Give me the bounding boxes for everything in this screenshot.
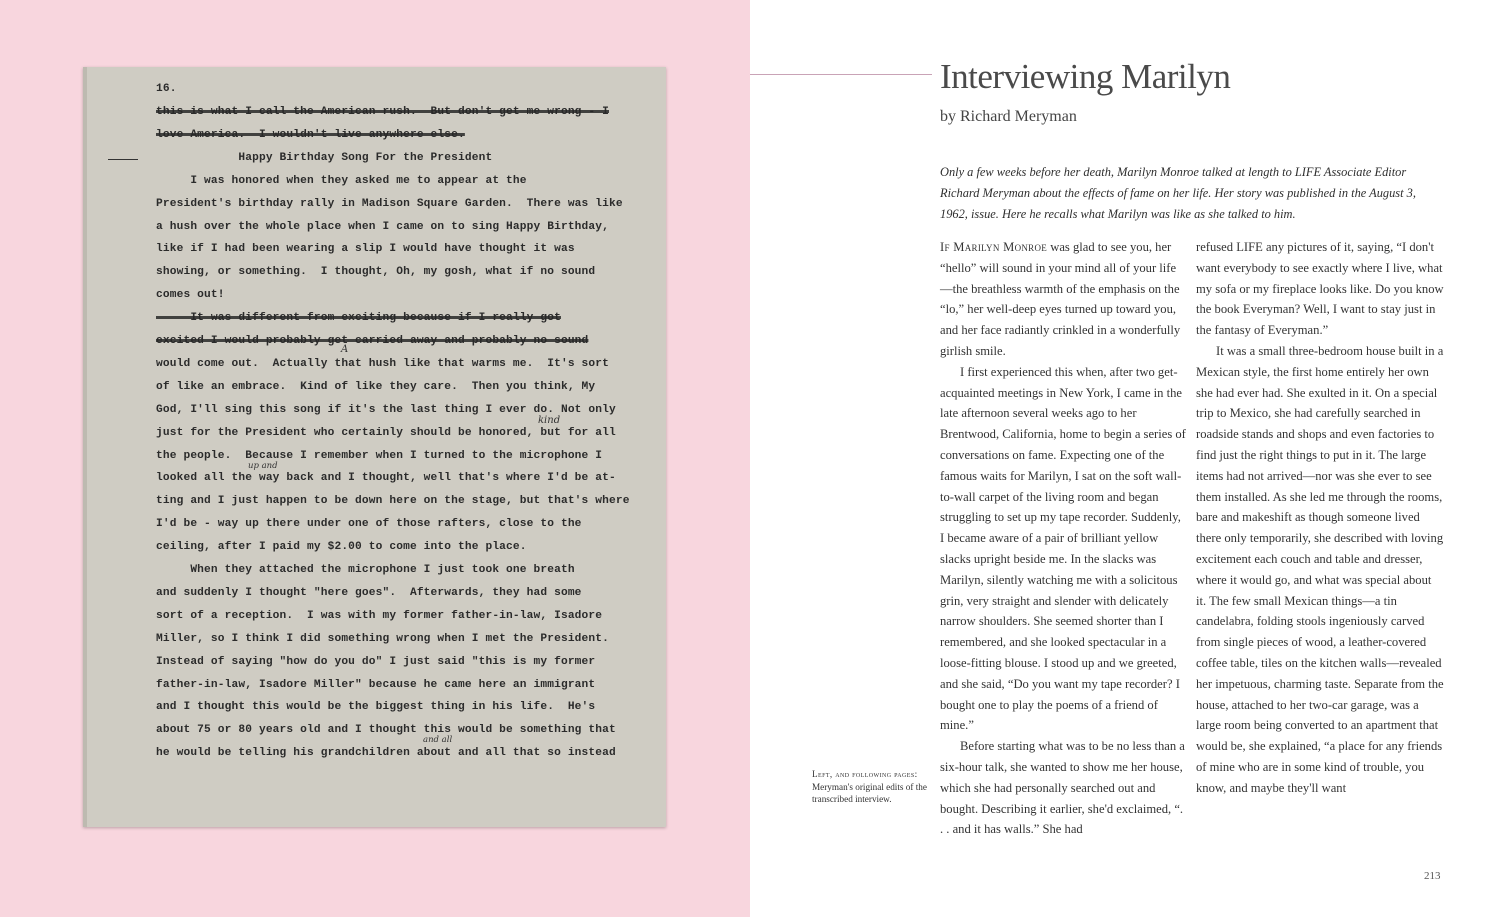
title-rule — [750, 74, 932, 75]
transcript-line: would come out. Actually that hush like that warms me. It's sort — [156, 357, 609, 370]
handwritten-kind: kind — [538, 415, 561, 426]
paragraph-1-text: was glad to see you, her “hello” will sound in your mind all of your life—the breathless warmth of the emphasis on the “lo,” her well-deep eyes turned up toward you, and her face radiantly crinkled in a wonderfully girlish smile. — [940, 240, 1181, 358]
transcript-line: Miller, so I think I did something wrong when I met the President. — [156, 632, 609, 645]
transcript-line: President's birthday rally in Madison Square Garden. There was like — [156, 197, 623, 210]
caption-lead: Left, and following pages: — [812, 769, 918, 779]
transcript-line: I'd be - way up there under one of those rafters, close to the — [156, 518, 582, 531]
transcript-line: Happy Birthday Song For the President — [156, 151, 493, 164]
paragraph-1 — [940, 237, 1188, 362]
caption-text: Meryman's original edits of the transcribed interview. — [812, 781, 927, 804]
transcript-line: ting and I just happen to be down here on the stage, but that's where — [156, 495, 630, 508]
transcript-line: just for the President who certainly should be honored, but for all — [156, 426, 616, 439]
handwritten-insert-a: A — [341, 344, 349, 355]
image-caption — [812, 768, 932, 806]
article-column-2 — [1196, 237, 1444, 799]
transcript-page-number: 16. — [156, 83, 177, 95]
transcript-line: looked all the way back and I thought, well that's where I'd be at- — [156, 472, 616, 485]
transcript-line: about 75 or 80 years old and I thought this would be something that — [156, 724, 616, 737]
transcript-line: this is what I call the American rush. But don't get me wrong - I — [156, 106, 609, 118]
transcript-line: excited I would probably get carried away and probably no sound — [156, 335, 589, 347]
paragraph-4: refused LIFE any pictures of it, saying, “I don't want everybody to see exactly where I live, what my sofa or my fireplace looks like. Do you know the book Everyman? Well, I want to stay just in the fantasy of Everyman.” — [1196, 240, 1444, 338]
transcript-line: Instead of saying "how do you do" I just said "this is my former — [156, 655, 596, 668]
transcript-line: and suddenly I thought "here goes". Afterwards, they had some — [156, 586, 582, 599]
transcript-line: I was honored when they asked me to appear at the — [156, 174, 527, 187]
transcript-line: showing, or something. I thought, Oh, my gosh, what if no sound — [156, 266, 596, 279]
transcript-line: ceiling, after I paid my $2.00 to come into the place. — [156, 541, 527, 554]
transcript-line: God, I'll sing this song if it's the last thing I ever do. Not only — [156, 403, 616, 416]
article-title: Interviewing Marilyn — [940, 57, 1231, 96]
handwritten-and-all: and all — [423, 735, 453, 745]
article-byline: by Richard Meryman — [940, 108, 1077, 125]
paragraph-5: It was a small three-bedroom house built in a Mexican style, the first home entirely her own she had ever had. She exulted in it. On a special trip to Mexico, she had carefully searched in roadside stands and shops and even factories to find just the right things to put in it. The large items had not arrived—nor was she ever to see them installed. As she led me through the rooms, bare and makeshift as though someone lived there only temporarily, she described with loving excitement each couch and table and dresser, where it would go, and what was special about it. The few small Mexican things—a tin candelabra, folding stools ingeniously carved from single pieces of wood, a leather-covered coffee table, tiles on the kitchen walls—revealed her impetuous, charming taste. Separate from the house, attached to her two-car garage, was a large room being converted to an apartment that would be, she explained, “a place for any friends of mine who are in some kind of trouble, you know, and maybe they'll want — [1196, 343, 1444, 795]
transcript-line: of like an embrace. Kind of like they care. Then you think, My — [156, 380, 596, 393]
transcript-line: sort of a reception. I was with my former father-in-law, Isadore — [156, 609, 603, 622]
transcript-line: the people. Because I remember when I turned to the microphone I — [156, 449, 603, 462]
transcript-line: father-in-law, Isadore Miller" because he came here an immigrant — [156, 678, 596, 691]
transcript-line: love America. I wouldn't live anywhere else. — [156, 128, 465, 141]
transcript-line: When they attached the microphone I just took one breath — [156, 564, 575, 576]
typewritten-transcript-page — [83, 67, 666, 827]
handwritten-up-and: up and — [248, 461, 278, 471]
page-number: 213 — [1424, 870, 1441, 882]
transcript-line: he would be telling his grandchildren about and all that so instead — [156, 747, 616, 760]
page-edge — [83, 67, 87, 827]
article-intro: Only a few weeks before her death, Marilyn Monroe talked at length to LIFE Associate Editor Richard Meryman about the effects of fame on her life. Her story was published in the August 3, 1962, issue. Here he recalls what Marilyn was like as she talked to him. — [940, 165, 1416, 221]
transcript-line: a hush over the whole place when I came on to sing Happy Birthday, — [156, 220, 609, 233]
paragraph-2: I first experienced this when, after two get-acquainted meetings in New York, I came in the late afternoon several weeks ago to her Brentwood, California, home to begin a series of conversations on fame. Expecting one of the famous waits for Marilyn, I sat on the soft wall-to-wall carpet of the living room and began struggling to set up my tape recorder. Suddenly, I became aware of a pair of brilliant yellow slacks upright beside me. In the slacks was Marilyn, silently watching me with a solicitous grin, very straight and slender with delicately narrow shoulders. She seemed shorter than I remembered, and she looked spectacular in a loose-fitting blouse. I stood up and we greeted, and she said, “Do you want my tape recorder? I bought one to play the poems of a friend of mine.” — [940, 364, 1186, 733]
margin-mark — [108, 159, 138, 160]
paragraph-3: Before starting what was to be no less than a six-hour talk, she wanted to show me her house, which she had personally searched out and bought. Describing it earlier, she'd exclaimed, “. . . and it has walls.” She had — [940, 739, 1185, 837]
transcript-line: comes out! — [156, 289, 225, 302]
transcript-line: and I thought this would be the biggest thing in his life. He's — [156, 701, 596, 714]
transcript-line: It was different from exciting because if I really got — [156, 312, 561, 325]
lead-in: If Marilyn Monroe — [940, 240, 1048, 254]
article-column-1 — [940, 237, 1188, 840]
transcript-line: like if I had been wearing a slip I would have thought it was — [156, 243, 575, 256]
